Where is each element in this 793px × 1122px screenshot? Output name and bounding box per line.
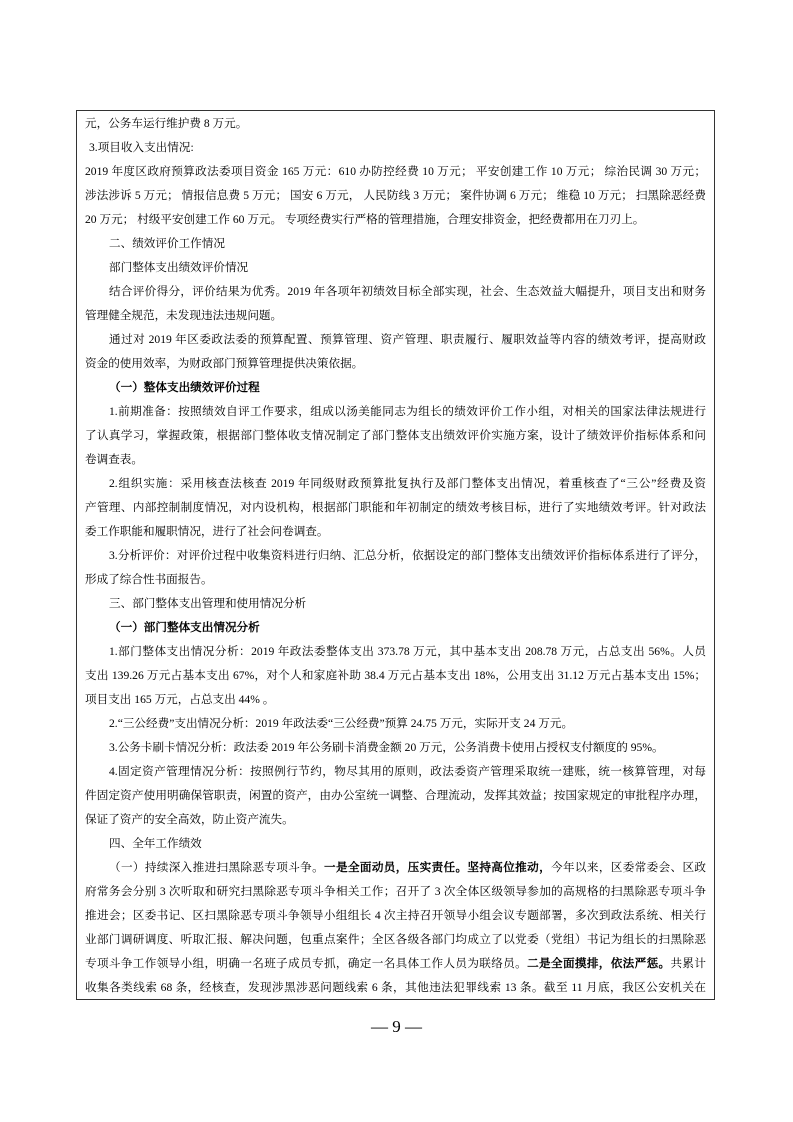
- text-line: 资金的使用效率，为财政部门预算管理提供决策依据。: [85, 357, 364, 370]
- text-segment: 今年以来，区委常委会、区政: [551, 861, 706, 874]
- text-line: [85, 952, 706, 976]
- page-number: — 9 —: [371, 1017, 422, 1036]
- section-heading: 四、全年工作绩效: [109, 837, 202, 850]
- subsection-heading: 3.项目收入支出情况:: [89, 141, 194, 154]
- text-line: 卷调查表。: [85, 453, 143, 466]
- bold-text-segment: 一是全面动员，压实责任。坚持高位推动，: [324, 861, 552, 874]
- text-line: 了认真学习，掌握政策，根据部门整体收支情况制定了部门整体支出绩效评价实施方案，设计了绩效评价指标体系和问: [85, 429, 706, 442]
- text-line: 府常务会分别 3 次听取和研究扫黑除恶专项斗争相关工作；召开了 3 次全体区级领导参加的高规格的扫黑除恶专项斗争: [85, 885, 706, 898]
- text-segment: （一）持续深入推进扫黑除恶专项斗争。: [109, 861, 325, 874]
- text-line: 3.公务卡刷卡情况分析：政法委 2019 年公务刷卡消费金额 20 万元，公务消费卡使用占授权支付额度的 95%。: [109, 741, 664, 754]
- text-line: 项目支出 165 万元，占总支出 44% 。: [85, 693, 275, 706]
- text-line: 2.“三公经费”支出情况分析：2019 年政法委“三公经费”预算 24.75 万元，实际开支 24 万元。: [109, 717, 574, 730]
- text-line: 涉法涉诉 5 万元； 情报信息费 5 万元； 国安 6 万元， 人民防线 3 万元； 案件协调 6 万元； 维稳 10 万元； 扫黑除恶经费: [85, 189, 706, 202]
- text-line: 产管理、内部控制制度情况，对内设机构，根据部门职能和年初制定的绩效考核目标，进行了实地绩效考评。针对政法: [85, 501, 706, 514]
- section-heading: 二、绩效评价工作情况: [109, 237, 225, 250]
- text-line: 20 万元； 村级平安创建工作 60 万元。 专项经费实行严格的管理措施，合理安排资金，把经费都用在刀刃上。: [85, 213, 645, 226]
- text-line: 元，公务车运行维护费 8 万元。: [85, 117, 248, 130]
- text-line: 通过对 2019 年区委政法委的预算配置、预算管理、资产管理、职责履行、履职效益等内容的绩效考评，提高财政: [109, 333, 706, 346]
- text-line: 保证了资产的安全高效，防止资产流失。: [85, 813, 294, 826]
- bold-subsection-heading: （一）部门整体支出情况分析: [109, 621, 260, 634]
- text-line: 结合评价得分，评价结果为优秀。2019 年各项年初绩效目标全部实现，社会、生态效益大幅提升，项目支出和财务: [109, 285, 706, 298]
- text-line: [85, 856, 706, 880]
- text-line: 支出 139.26 万元占基本支出 67%，对个人和家庭补助 38.4 万元占基本支出 18%，公用支出 31.12 万元占基本支出 15%；: [85, 669, 706, 682]
- text-line: 件固定资产使用明确保管职责，闲置的资产，由办公室统一调整、合理流动，发挥其效益；按国家规定的审批程序办理，: [85, 789, 706, 802]
- subsection-heading: 部门整体支出绩效评价情况: [109, 261, 249, 274]
- document-text-frame: [76, 110, 715, 1000]
- section-heading: 三、部门整体支出管理和使用情况分析: [109, 597, 307, 610]
- text-line: 1.前期准备：按照绩效自评工作要求，组成以汤美能同志为组长的绩效评价工作小组，对相关的国家法律法规进行: [109, 405, 706, 418]
- text-segment: 专项斗争工作领导小组，明确一名班子成员专抓，确定一名具体工作人员为联络员。: [85, 957, 528, 970]
- text-line: 1.部门整体支出情况分析：2019 年政法委整体支出 373.78 万元，其中基本支出 208.78 万元，占总支出 56%。人员: [109, 645, 706, 658]
- text-line: 管理健全规范，未发现违法违规问题。: [85, 309, 283, 322]
- text-line: 收集各类线索 68 条，经核查，发现涉黑涉恶问题线索 6 条，其他违法犯罪线索 13 条。截至 11 月底，我区公安机关在: [85, 981, 706, 994]
- text-line: 委工作职能和履职情况，进行了社会问卷调查。: [85, 525, 329, 538]
- text-segment: 共累计: [670, 957, 706, 970]
- bold-subsection-heading: （一）整体支出绩效评价过程: [109, 381, 260, 394]
- text-line: 4.固定资产管理情况分析：按照例行节约，物尽其用的原则，政法委资产管理采取统一建账，统一核算管理，对每: [109, 765, 706, 778]
- text-line: 3.分析评价：对评价过程中收集资料进行归纳、汇总分析，依据设定的部门整体支出绩效评价指标体系进行了评分，: [109, 549, 706, 562]
- text-line: 2.组织实施：采用核查法核查 2019 年同级财政预算批复执行及部门整体支出情况，着重核查了“三公”经费及资: [109, 477, 706, 490]
- bold-text-segment: 二是全面摸排，依法严惩。: [527, 957, 671, 970]
- text-line: 形成了综合性书面报告。: [85, 573, 213, 586]
- text-line: 业部门调研调度、听取汇报、解决问题，包重点案件；全区各级各部门均成立了以党委（党组）书记为组长的扫黑除恶: [85, 933, 706, 946]
- text-line: 推进会；区委书记、区扫黑除恶专项斗争领导小组组长 4 次主持召开领导小组会议专题部署，多次到政法系统、相关行: [85, 909, 706, 922]
- text-line: 2019 年度区政府预算政法委项目资金 165 万元：610 办防控经费 10 万元； 平安创建工作 10 万元； 综治民调 30 万元；: [85, 165, 706, 178]
